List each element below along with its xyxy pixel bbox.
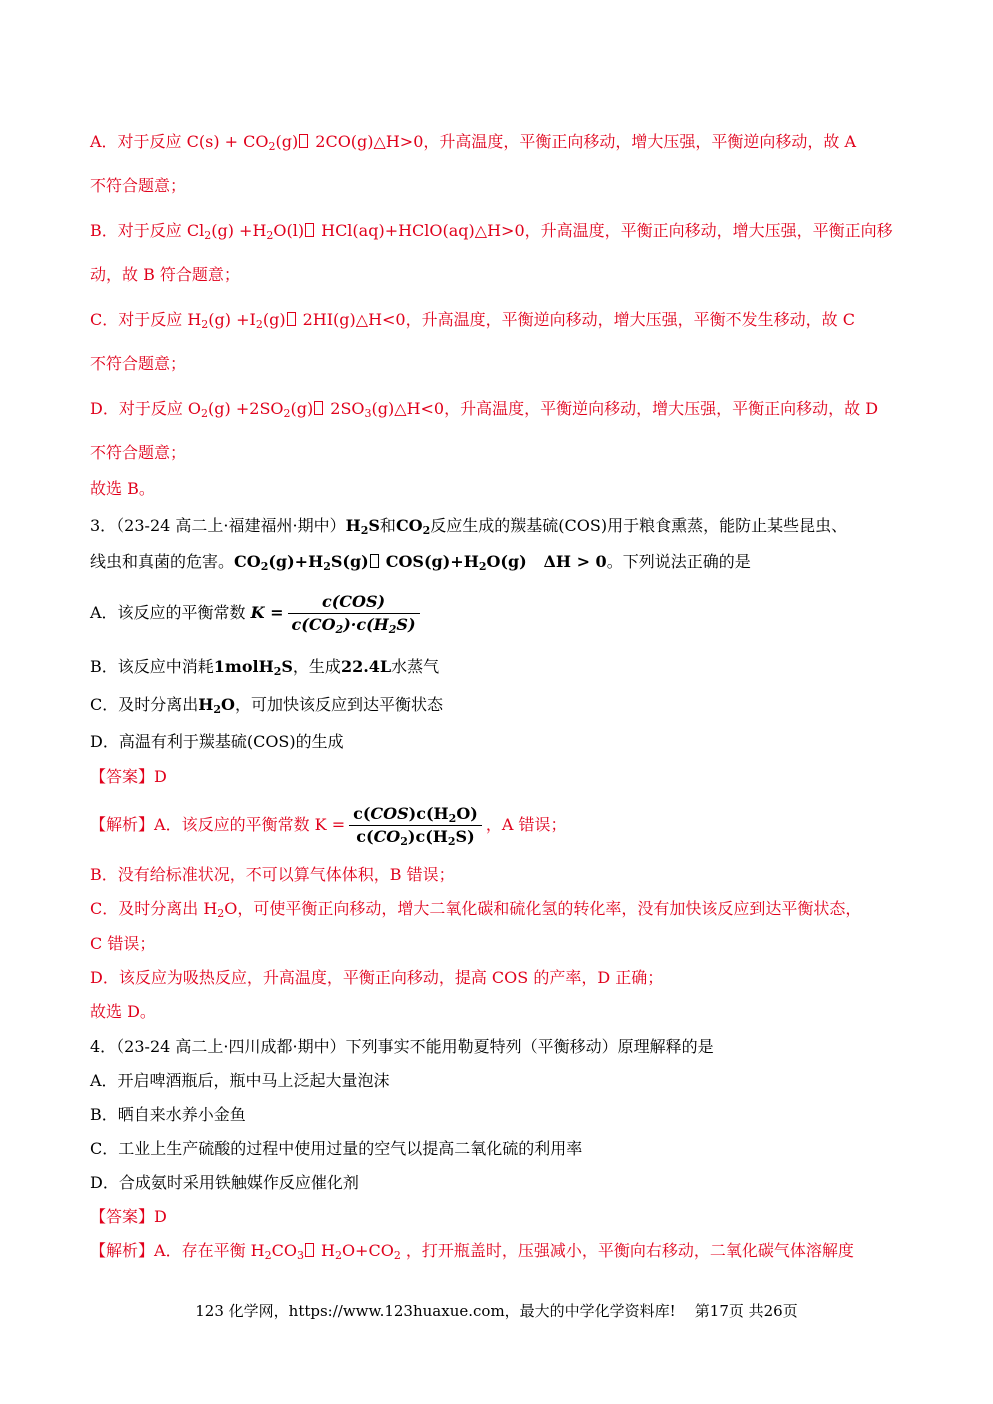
equilibrium-symbol-icon [287, 312, 296, 326]
q4-option-c: C．工业上生产硫酸的过程中使用过量的空气以提高二氧化硫的利用率 [90, 1139, 583, 1158]
q3-option-a: A．该反应的平衡常数 K = $\frac{\text{c(COS)}}{c(CO_2)\cdot c(H_2S)}$ [90, 592, 918, 635]
analysis-option-c-cont: 不符合题意； [90, 354, 187, 373]
analysis-option-a: A．对于反应 $C(s) + CO_2(g)$ 2CO(g)△H>0，升高温度，平衡正向移动，增大压强，平衡逆向移动，故 A [90, 132, 857, 153]
equilibrium-constant-fraction: $\frac{\text{c(COS)}}{c(CO_2)\cdot c(H_2S)}$ [288, 592, 420, 635]
equilibrium-symbol-icon [305, 1243, 314, 1257]
footer-site: 123 化学网，https://www.123huaxue.com，最大的中学化学资料库! [195, 1302, 676, 1320]
analysis-option-d: D．对于反应 $O_2(g) +2SO_2(g)$ $2SO_3(g)\triangle H<0$，升高温度，平衡逆向移动，增大压强，平衡正向移动，故 D [90, 399, 879, 420]
q3-analysis-c: C．及时分离出 $H_2O$，可使平衡正向移动，增大二氧化碳和硫化氢的转化率，没有加快该反应到达平衡状态， [90, 899, 862, 920]
page-footer [0, 1300, 993, 1321]
q4-option-d: D．合成氨时采用铁触媒作反应催化剂 [90, 1173, 359, 1192]
q3-option-c: C．及时分离出$H_2O$，可加快该反应到达平衡状态 [90, 695, 443, 716]
q3-option-b: B．该反应中消耗1molH$_2$S，生成22.4L水蒸气 [90, 657, 440, 678]
q3-analysis-a: 【解析】A．该反应的平衡常数 K = $\frac{c(COS)c(H_2O)}{c(CO_2)c(H_2S)}$ ，A 错误； [90, 804, 567, 848]
q3-stem-line1: 3．（23-24 高二上·福建福州·期中）$H_2S$和$CO_2$反应生成的羰基硫(COS)用于粮食熏蒸，能防止某些昆虫、 [90, 516, 848, 537]
footer-page-number: 第17页 共26页 [694, 1302, 798, 1320]
q4-option-b: B．晒自来水养小金鱼 [90, 1105, 246, 1124]
q3-analysis-choice: 故选 D。 [90, 1002, 156, 1021]
q4-stem: 4．（23-24 高二上·四川成都·期中）下列事实不能用勒夏特列（平衡移动）原理解释的是 [90, 1037, 714, 1056]
equilibrium-symbol-icon [370, 554, 379, 568]
q3-analysis-c-cont: C 错误； [90, 934, 156, 953]
q3-option-d: D．高温有利于羰基硫(COS)的生成 [90, 732, 344, 751]
analysis-option-d-cont: 不符合题意； [90, 443, 187, 462]
q3-analysis-b: B．没有给标准状况，不可以算气体体积，B 错误； [90, 865, 455, 884]
equilibrium-symbol-icon [314, 401, 323, 415]
analysis-option-a-cont: 不符合题意； [90, 176, 187, 195]
analysis-constant-fraction: $\frac{c(COS)c(H_2O)}{c(CO_2)c(H_2S)}$ [349, 804, 482, 847]
analysis-option-b-cont: 动，故 B 符合题意； [90, 265, 240, 284]
q4-analysis-a: 【解析】A．存在平衡 $H_2CO_3$ $H_2O+CO_2$ ，打开瓶盖时，压强减小，平衡向右移动，二氧化碳气体溶解度 [90, 1241, 854, 1262]
q3-stem-line2: 线虫和真菌的危害。$CO_2(g)+H_2S(g)$ $COS(g)+H_2O(g)$ ΔH > 0。下列说法正确的是 [90, 552, 751, 573]
q4-option-a: A．开启啤酒瓶后，瓶中马上泛起大量泡沫 [90, 1071, 390, 1090]
equilibrium-symbol-icon [305, 223, 314, 237]
equilibrium-symbol-icon [299, 134, 308, 148]
analysis-option-c: C．对于反应 $H_2(g) +I_2(g)$ 2HI(g)△H<0，升高温度，平衡逆向移动，增大压强，平衡不发生移动，故 C [90, 310, 855, 331]
q3-analysis-d: D．该反应为吸热反应，升高温度，平衡正向移动，提高 COS 的产率，D 正确； [90, 968, 664, 987]
analysis-option-b: B．对于反应 $Cl_2(g) +H_2O(l)$ HCl(aq)+HClO(aq)△H>0，升高温度，平衡正向移动，增大压强，平衡正向移 [90, 221, 893, 242]
q3-answer: 【答案】D [90, 767, 167, 786]
q4-answer: 【答案】D [90, 1207, 167, 1226]
analysis-choice: 故选 B。 [90, 479, 155, 498]
